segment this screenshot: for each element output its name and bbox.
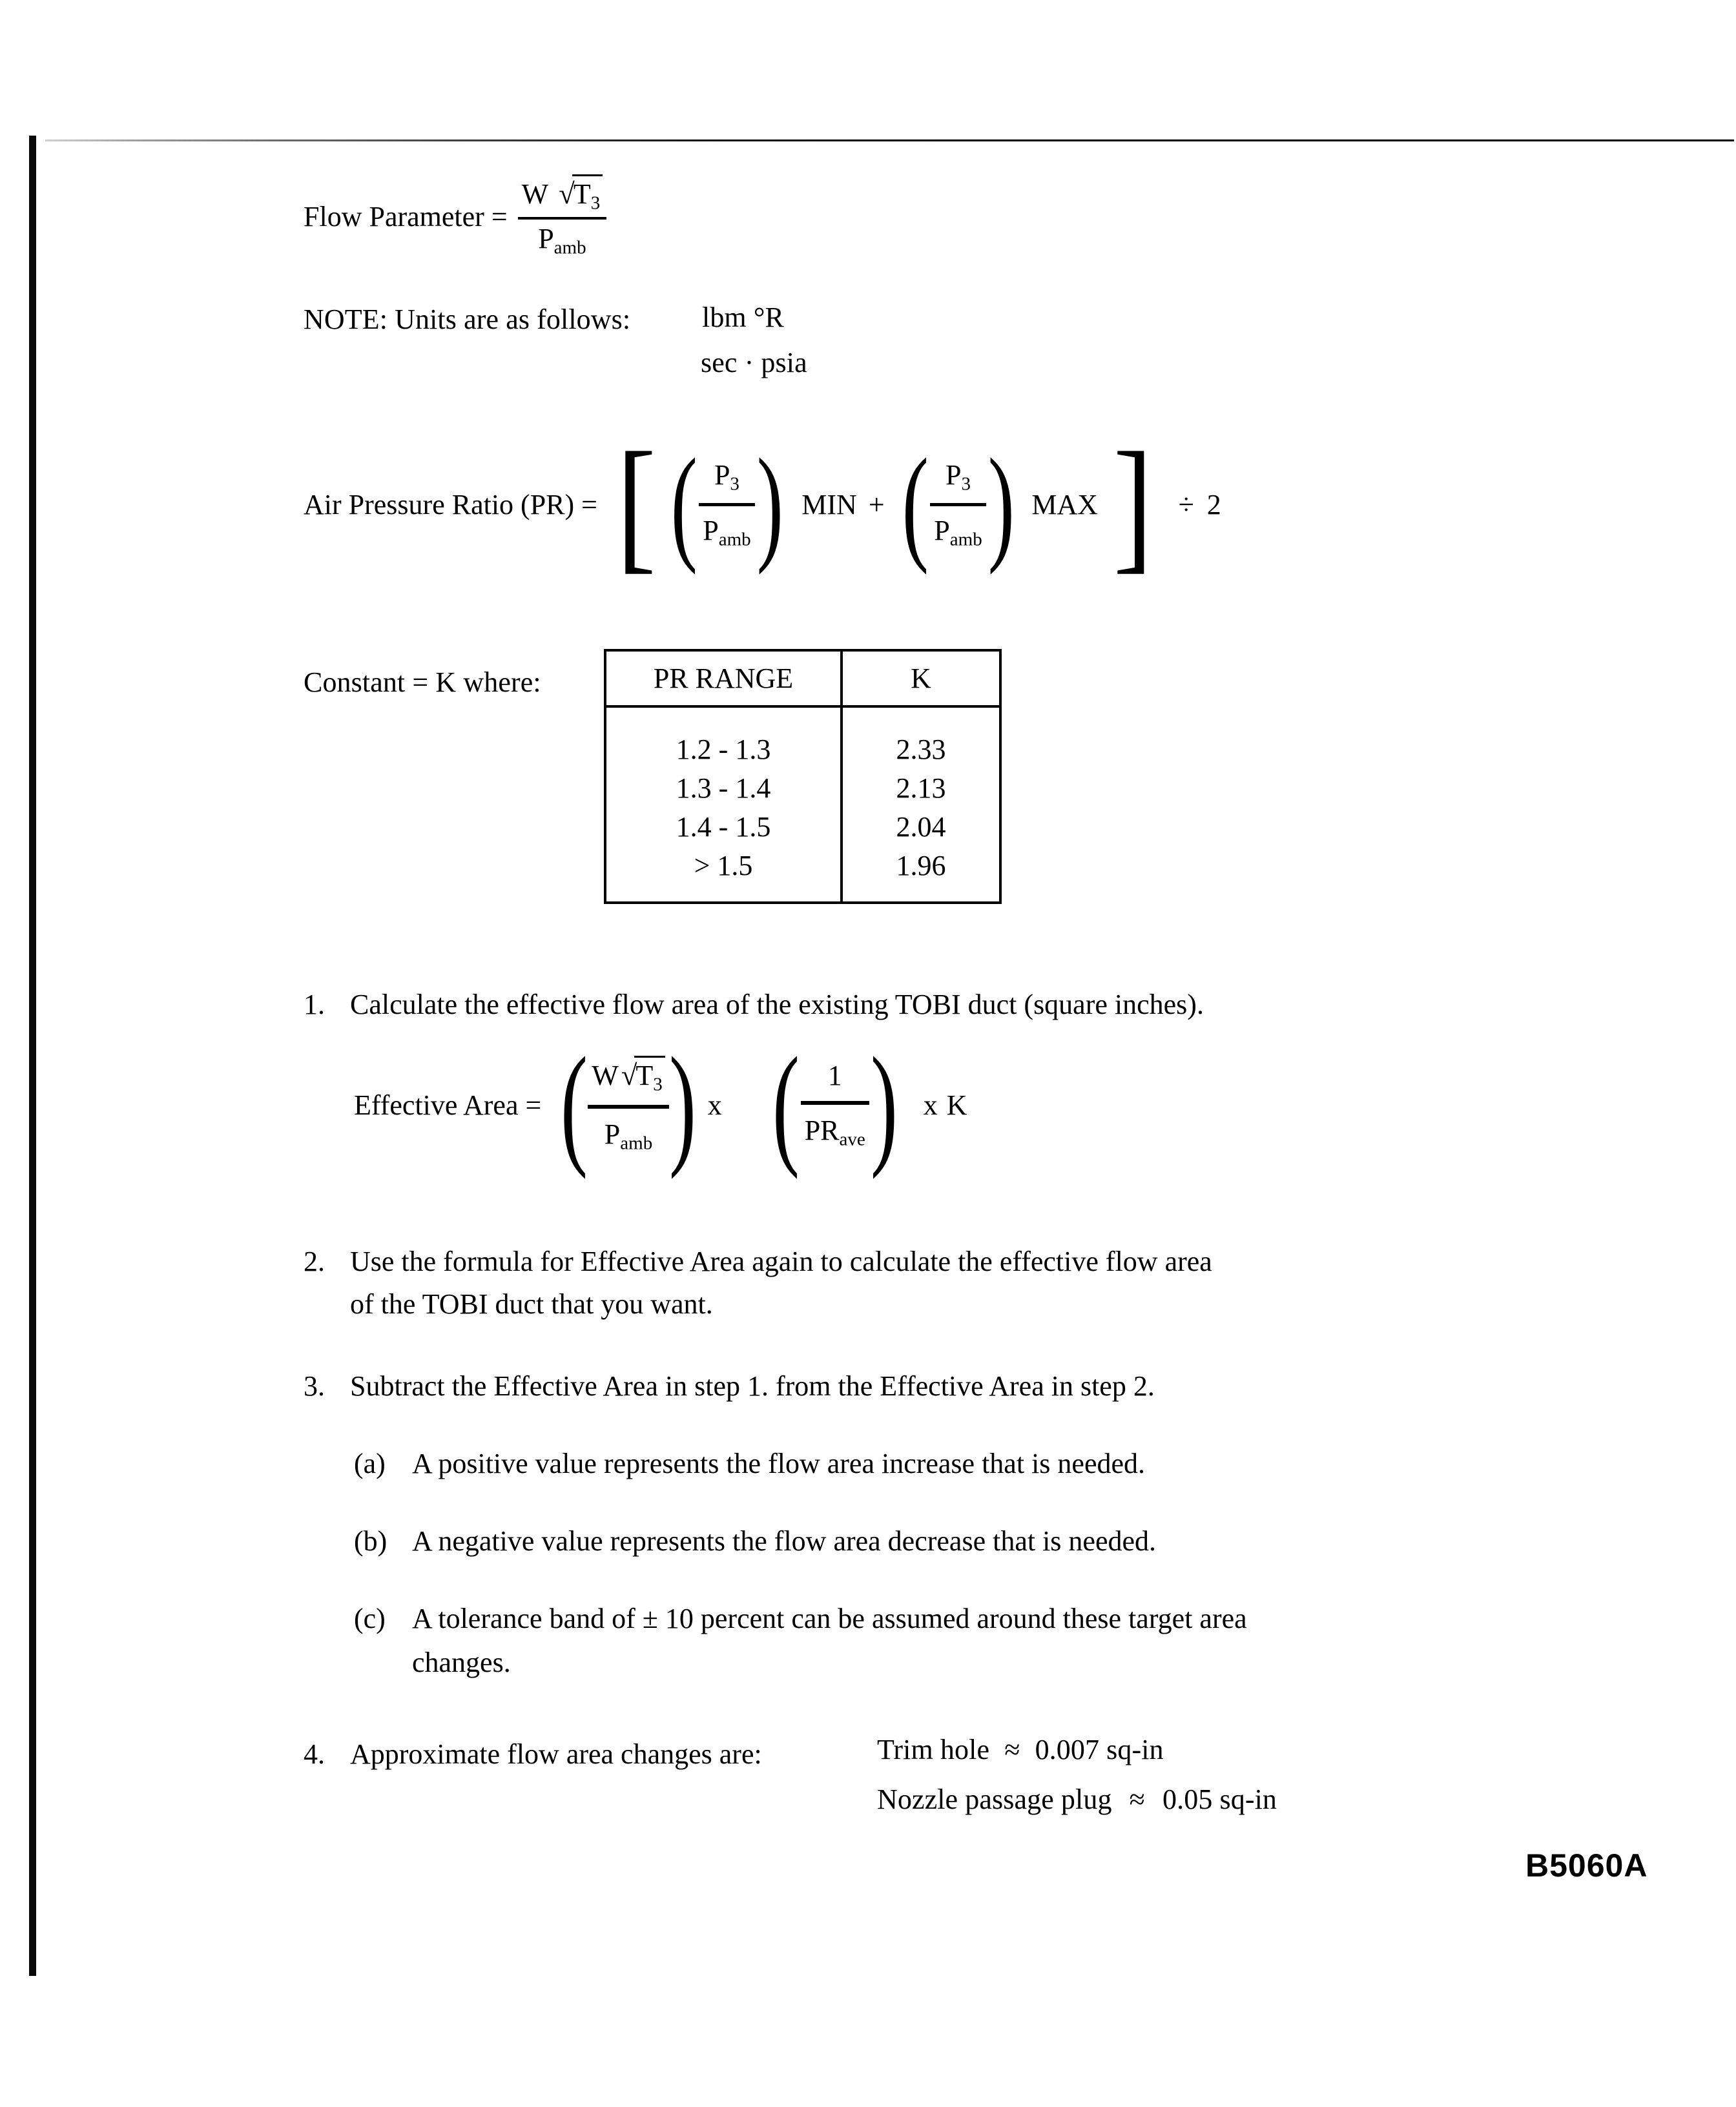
sub-item-a-marker: (a): [354, 1448, 386, 1479]
flow-change-1-approx: ≈: [1004, 1734, 1020, 1765]
step-3-text: Subtract the Effective Area in step 1. from the Effective Area in step 2.: [350, 1370, 1155, 1402]
air-pressure-ratio-label: Air Pressure Ratio (PR) =: [304, 488, 597, 520]
numerator-w: W: [521, 178, 549, 210]
step-1-text: Calculate the effective flow area of the existing TOBI duct (square inches).: [350, 989, 1204, 1020]
sub-item-b-text: A negative value represents the flow area decrease that is needed.: [412, 1525, 1157, 1557]
ea2-numerator: 1: [827, 1060, 842, 1092]
effective-area-fraction-2: [801, 1059, 869, 1151]
pr-divisor-symbol: ÷: [1178, 488, 1194, 520]
pr-min-numerator: [699, 458, 754, 495]
bracket-open: [: [616, 422, 656, 586]
step-2-line-1: Use the formula for Effective Area again to calculate the effective flow area: [350, 1246, 1212, 1277]
flow-parameter-label: Flow Parameter =: [304, 200, 508, 232]
cell-k: 1.96: [842, 846, 1000, 885]
pr-min-numerator-sub: 3: [730, 473, 739, 495]
page-code: B5060A: [1525, 1847, 1648, 1884]
paren-close-1: ): [756, 433, 783, 576]
table-row: [605, 768, 1000, 807]
flow-parameter-formula: [304, 174, 606, 258]
cell-pr-range: 1.2 - 1.3: [605, 730, 842, 768]
ea-numerator-w: W: [592, 1060, 619, 1091]
flow-change-2-value: 0.05 sq-in: [1162, 1783, 1277, 1815]
flow-parameter-denominator: [518, 222, 607, 259]
cell-k: 2.13: [842, 768, 1000, 807]
denominator-subscript: amb: [553, 237, 586, 258]
pr-max-denominator-p: P: [934, 514, 950, 546]
ea2-denominator-pr: PR: [804, 1115, 840, 1147]
pr-max-denominator: [930, 514, 986, 551]
square-root-icon: $√T_3$: [619, 1056, 665, 1096]
table-spacer-row: [605, 885, 1000, 903]
cell-k: 2.33: [842, 730, 1000, 768]
sub-item-a: [354, 1445, 1484, 1483]
sub-item-b-marker: (b): [354, 1525, 388, 1557]
table-spacer-row: [605, 706, 1000, 730]
effective-area-label: Effective Area =: [354, 1089, 542, 1121]
pr-min-numerator-p: P: [714, 459, 730, 491]
cell-pr-range: > 1.5: [605, 846, 842, 885]
ea2-denominator-sub: ave: [839, 1129, 865, 1151]
pr-operator: +: [868, 488, 885, 520]
step-4-marker: 4.: [304, 1738, 325, 1770]
ea-denominator-p: P: [604, 1118, 621, 1150]
pr-min-qualifier: MIN: [801, 488, 857, 520]
column-header-k: K: [842, 650, 1000, 706]
paren-open-3: (: [561, 1030, 588, 1180]
note-prefix: NOTE: Units are as follows:: [304, 303, 631, 335]
pr-min-denominator: [699, 514, 754, 551]
sub-item-b: [354, 1523, 1484, 1560]
flow-change-1: [877, 1736, 1164, 1764]
fraction-bar: [699, 503, 754, 506]
constant-table-label: Constant = K where:: [304, 666, 541, 698]
square-root-icon: $√T_3$: [556, 174, 603, 214]
step-2: [304, 1243, 1466, 1323]
ea-numerator: [588, 1056, 669, 1096]
denominator-p: P: [538, 222, 554, 254]
effective-area-multiply-2: x: [923, 1089, 938, 1121]
pr-max-fraction: [930, 458, 986, 550]
note-units-denominator: sec · psia: [701, 347, 807, 378]
effective-area-constant: K: [946, 1089, 967, 1121]
pr-max-numerator-p: P: [946, 459, 962, 491]
step-1-marker: 1.: [304, 989, 325, 1020]
paren-open-1: (: [670, 433, 698, 576]
pr-min-denominator-sub: amb: [718, 529, 751, 550]
flow-parameter-fraction: [518, 174, 607, 258]
step-3: [304, 1368, 1466, 1405]
paren-close-3: ): [668, 1030, 696, 1180]
radicand: T: [573, 178, 591, 210]
cell-pr-range: 1.4 - 1.5: [605, 807, 842, 846]
ea-radicand-sub: 3: [653, 1074, 663, 1095]
effective-area-multiply-1: x: [707, 1089, 722, 1121]
paren-open-2: (: [902, 433, 929, 576]
pr-min-fraction: [699, 458, 754, 550]
step-4-text: Approximate flow area changes are:: [350, 1738, 762, 1770]
pr-max-numerator: [930, 458, 986, 495]
paren-close-2: ): [987, 433, 1015, 576]
ea-denominator: [588, 1118, 669, 1155]
ea2-denominator: [801, 1114, 869, 1151]
radicand-subscript: 3: [590, 192, 601, 214]
sub-item-c: [354, 1600, 1491, 1681]
flow-change-2-name: Nozzle passage plug: [877, 1783, 1112, 1815]
table-row: [605, 730, 1000, 768]
cell-k: 2.04: [842, 807, 1000, 846]
flow-change-1-value: 0.007 sq-in: [1035, 1734, 1164, 1765]
fraction-bar: [588, 1105, 669, 1109]
scan-top-rule-artifact: [45, 139, 1734, 141]
step-3-marker: 3.: [304, 1370, 325, 1402]
note-units-numerator: lbm °R: [702, 302, 784, 333]
bracket-close: ]: [1113, 422, 1153, 586]
table-header-row: [605, 650, 1000, 706]
pr-max-denominator-sub: amb: [949, 529, 982, 550]
step-1: [304, 986, 1440, 1023]
paren-close-4: ): [870, 1030, 898, 1180]
effective-area-formula: [354, 1030, 967, 1180]
scan-left-edge-artifact: [29, 136, 36, 1976]
sub-item-c-marker: (c): [354, 1603, 386, 1634]
paren-open-4: (: [772, 1030, 800, 1180]
pr-range-k-table: [604, 649, 1002, 904]
sub-item-c-line-1: A tolerance band of ± 10 percent can be assumed around these target area: [412, 1603, 1247, 1634]
fraction-bar: [930, 503, 986, 506]
sub-item-c-line-2: changes.: [412, 1647, 511, 1679]
column-header-pr-range: PR RANGE: [605, 650, 842, 706]
cell-pr-range: 1.3 - 1.4: [605, 768, 842, 807]
flow-change-2-approx: ≈: [1129, 1783, 1145, 1815]
table-row: [605, 846, 1000, 885]
step-2-line-2: of the TOBI duct that you want.: [350, 1288, 713, 1321]
pr-divisor-value: 2: [1206, 488, 1221, 520]
table-row: [605, 807, 1000, 846]
fraction-bar: [518, 217, 607, 220]
ea-denominator-sub: amb: [620, 1133, 653, 1154]
pr-max-numerator-sub: 3: [961, 473, 971, 495]
pr-min-denominator-p: P: [703, 514, 719, 546]
flow-change-1-name: Trim hole: [877, 1734, 990, 1765]
flow-parameter-numerator: [518, 174, 607, 214]
flow-change-2: [877, 1785, 1277, 1814]
pr-max-qualifier: MAX: [1031, 488, 1099, 520]
sub-item-a-text: A positive value represents the flow area increase that is needed.: [412, 1448, 1145, 1479]
ea-radicand: T: [636, 1060, 654, 1091]
air-pressure-ratio-formula: [304, 422, 1221, 586]
effective-area-fraction-1: [588, 1056, 669, 1154]
step-2-marker: 2.: [304, 1246, 325, 1277]
fraction-bar: [801, 1101, 869, 1105]
